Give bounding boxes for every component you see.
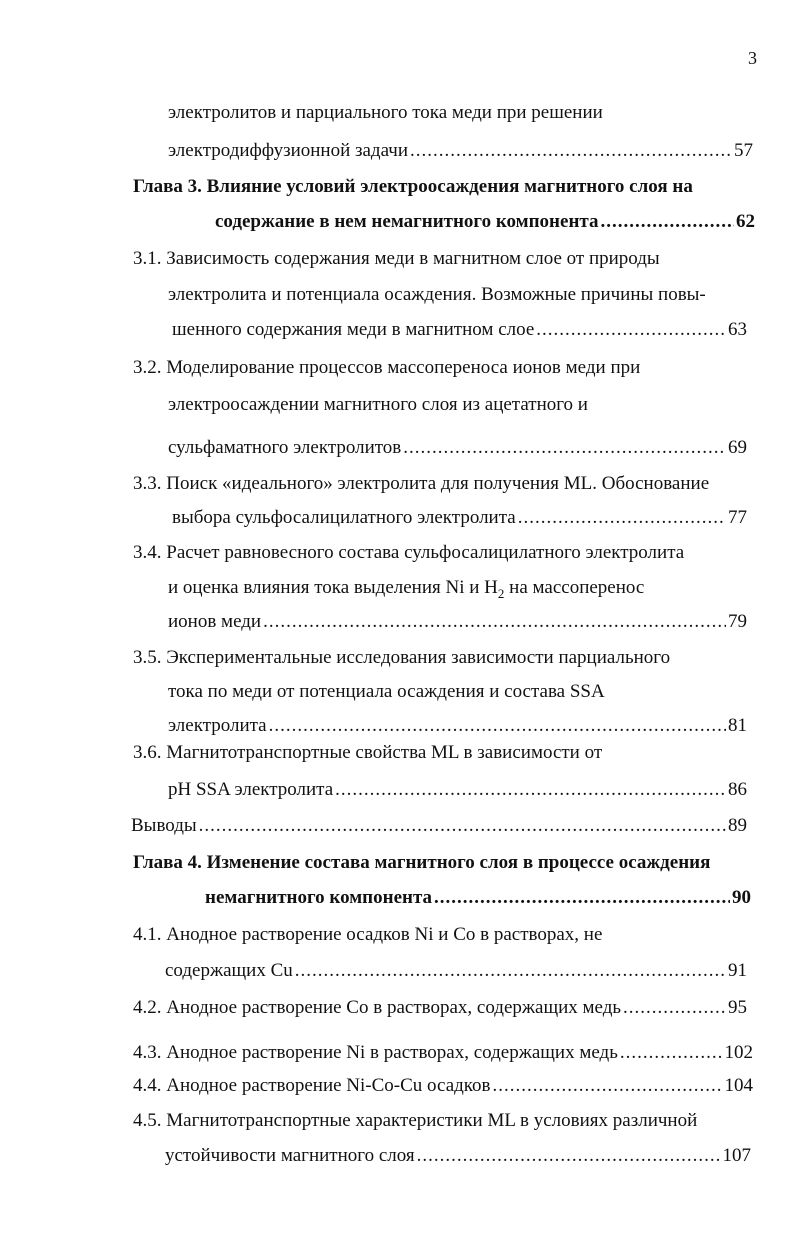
leader-dots — [518, 507, 726, 529]
page-ref: 79 — [728, 611, 747, 632]
toc-entry-text: 3.2. Моделирование процессов массопереноса ионов меди при — [133, 357, 641, 378]
leader-dots — [623, 997, 726, 1019]
leader-dots — [536, 319, 726, 341]
leader-dots — [410, 140, 732, 162]
toc-entry — [168, 611, 747, 633]
toc-entry — [165, 960, 747, 982]
toc-entry — [165, 1145, 751, 1167]
leader-dots — [295, 960, 726, 982]
toc-entry-title: содержание в нем немагнитного компонента — [215, 211, 599, 232]
page-ref: 77 — [728, 507, 747, 528]
page-ref: 63 — [728, 319, 747, 340]
leader-dots — [269, 715, 726, 737]
toc-entry — [168, 779, 747, 801]
leader-dots — [335, 779, 726, 801]
toc-entry-title: сульфаматного электролитов — [168, 437, 402, 458]
toc-entry — [168, 437, 747, 459]
toc-entry — [172, 319, 747, 341]
toc-entry — [172, 507, 747, 529]
toc-entry — [133, 1075, 753, 1097]
toc-entry-text: 4.1. Анодное растворение осадков Ni и Co в растворах, не — [133, 924, 603, 945]
toc-entry-title: устойчивости магнитного слоя — [165, 1145, 415, 1166]
leader-dots — [620, 1042, 723, 1064]
toc-entry-text: электролитов и парциального тока меди при решении — [168, 102, 603, 123]
leader-dots — [434, 887, 730, 909]
page-ref: 104 — [724, 1075, 753, 1096]
toc-entry-title: 4.3. Анодное растворение Ni в растворах, содержащих медь — [133, 1042, 618, 1063]
toc-entry-title: выбора сульфосалицилатного электролита — [172, 507, 516, 528]
toc-entry-text: и оценка влияния тока выделения Ni и $H_2$ на массоперенос — [168, 577, 645, 601]
leader-dots — [263, 611, 726, 633]
chapter-3-title: Глава 3. Влияние условий электроосаждения магнитного слоя на — [133, 176, 693, 197]
toc-entry-title: шенного содержания меди в магнитном слое — [172, 319, 535, 340]
leader-dots — [493, 1075, 723, 1097]
toc-entry-title: 4.4. Анодное растворение Ni-Co-Cu осадков — [133, 1075, 491, 1096]
toc-entry-title: немагнитного компонента — [205, 887, 433, 908]
leader-dots — [199, 815, 726, 837]
toc-entry-title: ионов меди — [168, 611, 262, 632]
toc-entry-title: 4.2. Анодное растворение Co в растворах, содержащих медь — [133, 997, 622, 1018]
toc-entry-text: 3.5. Экспериментальные исследования зависимости парциального — [133, 647, 671, 668]
toc-entry — [215, 211, 755, 233]
leader-dots — [417, 1145, 721, 1167]
page-ref: 107 — [722, 1145, 751, 1166]
page-ref: 90 — [732, 887, 751, 908]
page-ref: 57 — [734, 140, 753, 161]
toc-entry-title: содержащих Cu — [165, 960, 293, 981]
leader-dots — [600, 211, 734, 233]
page-ref: 69 — [728, 437, 747, 458]
toc-entry-text: тока по меди от потенциала осаждения и состава SSA — [168, 681, 605, 702]
page-ref: 95 — [728, 997, 747, 1018]
toc-entry — [133, 997, 747, 1019]
toc-entry-text: 3.6. Магнитотранспортные свойства ML в зависимости от — [133, 742, 603, 763]
toc-entry-title: Выводы — [131, 815, 197, 836]
toc-entry-text: электроосаждении магнитного слоя из ацетатного и — [168, 394, 588, 415]
toc-entry-title: электролита — [168, 715, 267, 736]
page-ref: 62 — [736, 211, 755, 232]
toc-entry-text: 3.3. Поиск «идеального» электролита для получения ML. Обоснование — [133, 473, 710, 494]
chapter-4-title: Глава 4. Изменение состава магнитного слоя в процессе осаждения — [133, 852, 711, 873]
toc-entry-text: 3.1. Зависимость содержания меди в магнитном слое от природы — [133, 248, 660, 269]
page-ref: 91 — [728, 960, 747, 981]
page-number: 3 — [748, 48, 757, 68]
toc-entry-text: 4.5. Магнитотранспортные характеристики ML в условиях различной — [133, 1110, 698, 1131]
toc-entry — [133, 1042, 753, 1064]
page-ref: 102 — [724, 1042, 753, 1063]
page-ref: 81 — [728, 715, 747, 736]
toc-entry-text: электролита и потенциала осаждения. Возможные причины повы- — [168, 284, 706, 305]
toc-entry — [168, 140, 753, 162]
toc-entry — [131, 815, 747, 837]
leader-dots — [403, 437, 726, 459]
page-ref: 86 — [728, 779, 747, 800]
toc-entry-title: электродиффузионной задачи — [168, 140, 408, 161]
toc-entry — [205, 887, 751, 909]
toc-entry-title: pH SSA электролита — [168, 779, 334, 800]
toc-entry-text: 3.4. Расчет равновесного состава сульфосалицилатного электролита — [133, 542, 685, 563]
toc-entry — [168, 715, 747, 737]
page-ref: 89 — [728, 815, 747, 836]
